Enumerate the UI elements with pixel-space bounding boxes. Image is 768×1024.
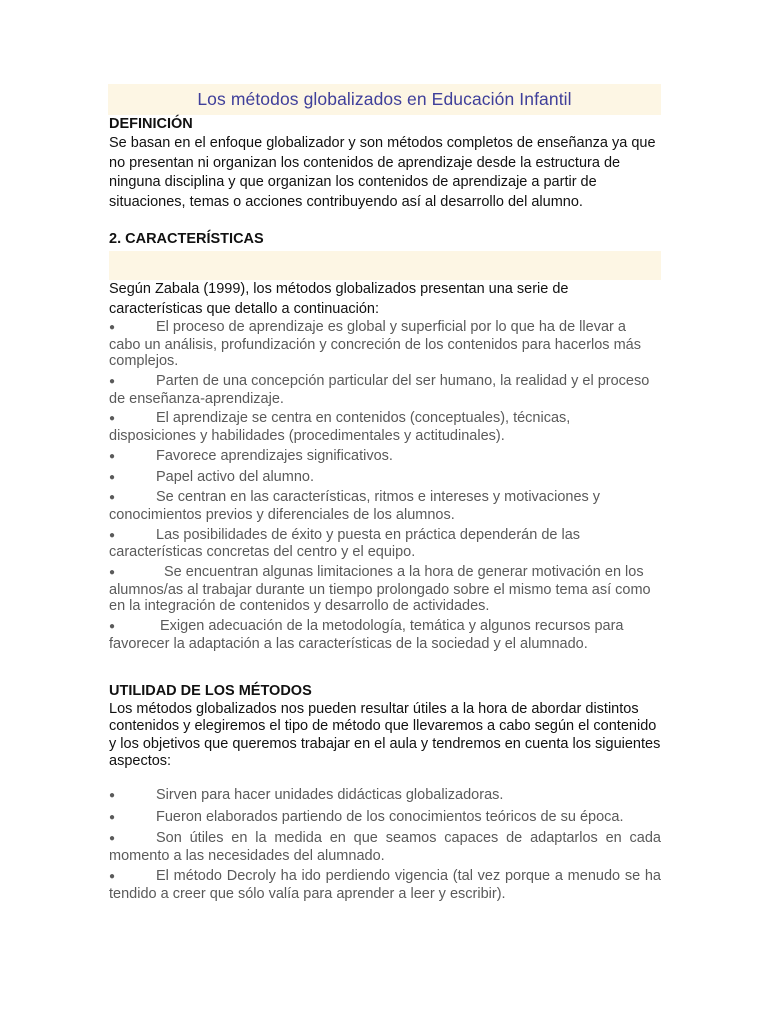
- list-item: [109, 410, 661, 444]
- bullet-icon: ●: [109, 492, 116, 504]
- list-item: [109, 448, 661, 466]
- list-item-text: Son útiles en la medida en que seamos capaces de adaptarlos en cada momento a las necesidades del alumnado.: [109, 830, 661, 864]
- list-item-text: El aprendizaje se centra en contenidos (conceptuales), técnicas, disposiciones y habilidades (procedimentales y actitudinales).: [109, 410, 571, 444]
- bullet-icon: ●: [109, 529, 116, 541]
- list-item-text: Favorece aprendizajes significativos.: [156, 447, 393, 464]
- list-item-text: Las posibilidades de éxito y puesta en práctica dependerán de las características concretas del centro y el equipo.: [109, 526, 581, 561]
- utility-heading: UTILIDAD DE LOS MÉTODOS: [109, 683, 312, 700]
- list-item-text: Se centran en las características, ritmos e intereses y motivaciones y conocimientos previos y diferenciales de los alumnos.: [109, 489, 601, 523]
- list-item: [109, 868, 661, 902]
- list-item-text: Papel activo del alumno.: [156, 468, 314, 485]
- characteristics-intro: Según Zabala (1999), los métodos globalizados presentan una serie de características que detallo a continuación:: [109, 281, 569, 317]
- list-item-text: Fueron elaborados partiendo de los conocimientos teóricos de su época.: [156, 808, 624, 825]
- utility-intro: Los métodos globalizados nos pueden resultar útiles a la hora de abordar distintos contenidos y elegiremos el tipo de método que llevaremos a cabo según el contenido y los objetivos que queremos trabajar en el aula y tendremos en cuenta los siguientes aspectos:: [109, 701, 661, 769]
- characteristics-list: [109, 319, 661, 652]
- bullet-icon: ●: [109, 833, 116, 845]
- list-item: [109, 527, 661, 561]
- list-item-text: Sirven para hacer unidades didácticas globalizadoras.: [156, 787, 504, 803]
- list-item: [109, 564, 661, 615]
- title-banner: [108, 84, 661, 115]
- bullet-icon: ●: [109, 450, 116, 462]
- bullet-icon: ●: [109, 471, 116, 483]
- list-item: [109, 489, 661, 523]
- list-item: [109, 469, 661, 487]
- bullet-icon: ●: [109, 811, 116, 823]
- list-item-text: Se encuentran algunas limitaciones a la hora de generar motivación en los alumnos/as al trabajar durante un tiempo prolongado sobre el mismo tema así como en la integración de contenidos y desarrollo de actividades.: [109, 564, 651, 615]
- bullet-icon: ●: [109, 375, 116, 387]
- list-item-text: Parten de una concepción particular del ser humano, la realidad y el proceso de enseñanza-aprendizaje.: [109, 372, 650, 407]
- page-title: Los métodos globalizados en Educación Infantil: [197, 89, 572, 109]
- document-page: [109, 84, 661, 906]
- bullet-icon: ●: [109, 790, 116, 801]
- list-item-text: Exigen adecuación de la metodología, temática y algunos recursos para favorecer la adaptación a las características de la sociedad y el alumnado.: [109, 618, 624, 652]
- bullet-icon: ●: [109, 322, 116, 333]
- bullet-icon: ●: [109, 871, 116, 883]
- bullet-icon: ●: [109, 621, 116, 632]
- utility-list: [109, 787, 661, 903]
- list-item: [109, 787, 661, 805]
- bullet-icon: ●: [109, 413, 116, 425]
- list-item: [109, 618, 661, 652]
- definition-text: Se basan en el enfoque globalizador y son métodos completos de enseñanza ya que no presentan ni organizan los contenidos de aprendizaje desde la estructura de ninguna disciplina y que organizan los contenidos de aprendizaje a partir de situaciones, temas o acciones contribuyendo así al desarrollo del alumno.: [109, 135, 656, 210]
- list-item: [109, 830, 661, 864]
- list-item: [109, 373, 661, 407]
- list-item: [109, 809, 661, 827]
- highlight-band: [109, 251, 661, 280]
- list-item-text: El proceso de aprendizaje es global y superficial por lo que ha de llevar a cabo un análisis, profundización y concreción de los contenidos para hacerlos más complejos.: [109, 319, 641, 370]
- list-item-text: El método Decroly ha ido perdiendo vigencia (tal vez porque a menudo se ha tendido a creer que sólo valía para aprender a leer y escribir).: [109, 868, 661, 902]
- definition-heading: DEFINICIÓN: [109, 116, 193, 132]
- characteristics-heading: 2. CARACTERÍSTICAS: [109, 231, 264, 247]
- bullet-icon: ●: [109, 567, 116, 579]
- list-item: [109, 319, 661, 370]
